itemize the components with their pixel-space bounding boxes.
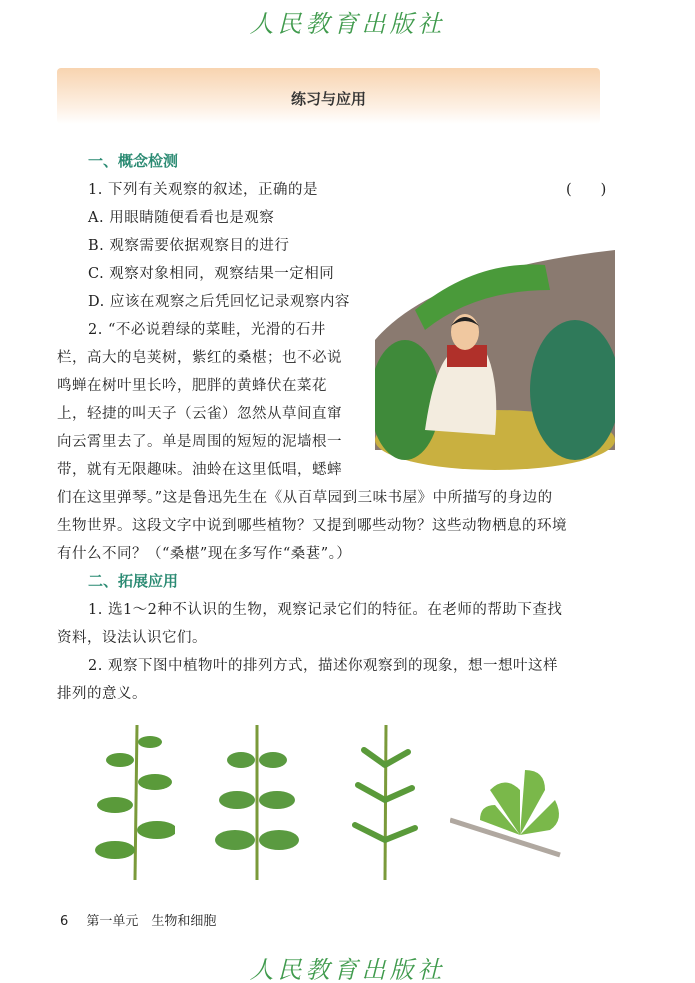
q2-line: 有什么不同？（“桑椹”现在多写作“桑葚”。）: [57, 546, 352, 562]
q2-line: 们在这里弹琴。”这是鲁迅先生在《从百草园到三味书屋》中所描写的身边的: [57, 490, 553, 506]
ext-line: 资料，设法认识它们。: [57, 630, 207, 646]
q2-line: 带，就有无限趣味。油蛉在这里低唱，蟋蟀: [57, 462, 342, 478]
page-number: 6: [60, 914, 69, 929]
banner-title: 练习与应用: [290, 90, 366, 108]
q1-stem: 1. 下列有关观察的叙述，正确的是: [88, 182, 318, 198]
q2-line: 向云霄里去了。单是周围的短短的泥墙根一: [57, 434, 342, 450]
q2-line: 栏，高大的皂荚树，紫红的桑椹；也不必说: [57, 350, 342, 366]
ext-line: 排列的意义。: [57, 686, 147, 702]
section-heading-concept: 一、概念检测: [88, 152, 179, 170]
q1-option-b: B. 观察需要依据观察目的进行: [88, 238, 290, 254]
plant-clustered-leaves: [450, 720, 580, 880]
q1-option-c: C. 观察对象相同，观察结果一定相同: [88, 266, 335, 282]
q1-option-d: D. 应该在观察之后凭回忆记录观察内容: [88, 294, 350, 310]
unit-title: 第一单元 生物和细胞: [86, 914, 217, 929]
exercise-banner: [57, 68, 600, 124]
section-heading-extension: 二、拓展应用: [88, 572, 179, 590]
publisher-logo: 人民教育出版社: [249, 10, 446, 38]
q2-line: 鸣蝉在树叶里长吟，肥胖的黄蜂伏在菜花: [57, 378, 327, 394]
q2-line: 上，轻捷的叫天子（云雀）忽然从草间直窜: [57, 406, 342, 422]
publisher-logo-bottom: 人民教育出版社: [249, 956, 446, 983]
plant-opposite-leaves: [215, 720, 300, 880]
answer-blank: ( ): [566, 182, 607, 198]
page-footer: [60, 910, 230, 929]
q1-option-a: A. 用眼睛随便看看也是观察: [88, 210, 275, 226]
garden-illustration: [375, 250, 615, 472]
ext-line: 2. 观察下图中植物叶的排列方式，描述你观察到的现象，想一想叶这样: [88, 658, 558, 674]
ext-line: 1. 选1～2种不认识的生物，观察记录它们的特征。在老师的帮助下查找: [88, 602, 563, 618]
plant-whorled-leaves: [350, 720, 420, 880]
q2-line: 生物世界。这段文字中说到哪些植物？又提到哪些动物？这些动物栖息的环境: [57, 518, 567, 534]
plant-alternate-leaves: [95, 720, 175, 880]
q2-line: 2. “不必说碧绿的菜畦，光滑的石井: [88, 322, 326, 338]
